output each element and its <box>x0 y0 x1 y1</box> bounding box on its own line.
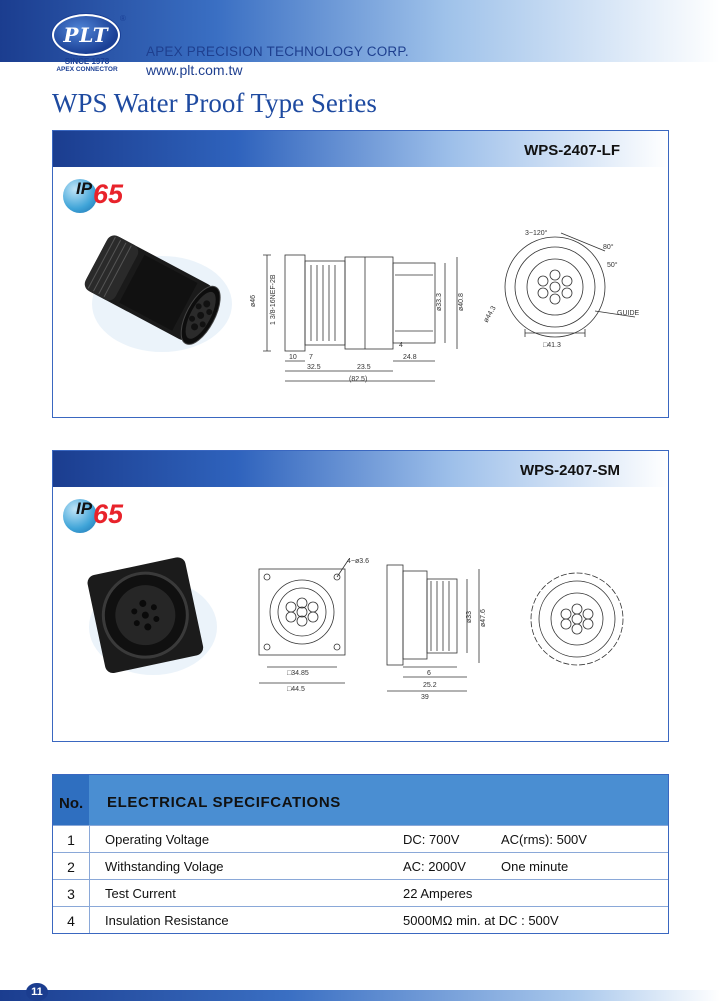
dim-7: 7 <box>309 354 313 361</box>
dim-32-5: 32.5 <box>307 364 321 371</box>
panel-header <box>53 451 668 487</box>
dim-10: 10 <box>289 354 297 361</box>
dim-angle-80: 80° <box>603 244 614 251</box>
company-logo <box>50 14 128 78</box>
spec-title: ELECTRICAL SPECIFCATIONS <box>107 794 341 811</box>
front-view-drawing-lf <box>482 223 663 353</box>
dim-24-8: 24.8 <box>403 354 417 361</box>
panel-header <box>53 131 668 167</box>
ip65-badge <box>63 175 143 219</box>
row-item: Withstanding Volage <box>105 859 224 874</box>
dim-23-5: 23.5 <box>357 364 371 371</box>
row-item: Operating Voltage <box>105 832 210 847</box>
dim-82-5: (82.5) <box>349 376 368 383</box>
no-header-label: No. <box>59 795 84 812</box>
row-item: Test Current <box>105 886 176 901</box>
logo-oval <box>52 14 120 56</box>
dim-thread: 1 3/8-16NEF-2B <box>270 274 277 325</box>
no-column-header <box>53 775 89 825</box>
ip-number: 65 <box>93 179 124 209</box>
logo-text: PLT <box>63 23 109 47</box>
registered-mark: ® <box>120 14 126 23</box>
dim-6: 6 <box>427 670 431 677</box>
dim-holes: 4−ø3.6 <box>347 558 369 565</box>
row-number: 4 <box>67 913 75 929</box>
dim-4: 4 <box>399 342 403 349</box>
dim-39: 39 <box>421 694 429 701</box>
row-value2: One minute <box>501 859 569 874</box>
model-name: WPS-2407-SM <box>519 462 620 479</box>
row-number: 1 <box>67 832 75 848</box>
table-row <box>53 879 668 906</box>
ip-number: 65 <box>93 499 124 529</box>
company-name: APEX PRECISION TECHNOLOGY CORP. <box>146 44 409 59</box>
dim-dia33: ø33 <box>466 610 473 623</box>
logo-tagline: APEX CONNECTOR <box>56 66 118 73</box>
dim-dia443: ø44.3 <box>482 304 498 324</box>
dim-dia333: ø33.3 <box>436 293 443 311</box>
footer-band <box>0 990 720 1001</box>
ip-prefix: IP <box>76 499 93 518</box>
dim-dia46: ø46 <box>250 294 257 307</box>
logo-since: SINCE 1978 <box>64 57 110 66</box>
side-view-drawing-sm <box>381 559 513 699</box>
row-value1: 22 Amperes <box>403 886 473 901</box>
row-value1: 5000MΩ min. at DC : 500V <box>403 913 559 928</box>
row-value1: AC: 2000V <box>403 859 466 874</box>
page-number: 11 <box>26 983 48 1001</box>
electrical-spec-table <box>52 774 669 934</box>
ip-prefix: IP <box>76 179 93 198</box>
dim-angle-120: 3−120° <box>525 230 548 237</box>
label-guide: GUIDE <box>617 310 640 317</box>
website-link[interactable]: www.plt.com.tw <box>146 62 243 78</box>
spec-table-header <box>53 775 668 825</box>
flange-view-drawing-sm <box>249 555 381 693</box>
dim-25-2: 25.2 <box>423 682 437 689</box>
row-item: Insulation Resistance <box>105 913 229 928</box>
dim-square-413: □41.3 <box>543 342 561 349</box>
side-view-drawing-lf <box>245 235 475 385</box>
dim-sq-3485: □34.85 <box>287 670 309 677</box>
connector-photo-lf <box>67 219 237 369</box>
connector-photo-sm <box>67 543 227 703</box>
ip65-badge <box>63 495 143 539</box>
row-number: 2 <box>67 859 75 875</box>
dim-dia476: ø47.6 <box>480 609 487 627</box>
row-number: 3 <box>67 886 75 902</box>
page-title: WPS Water Proof Type Series <box>52 88 377 118</box>
product-panel-sm <box>52 450 669 742</box>
rear-view-drawing-sm <box>519 563 639 679</box>
table-row <box>53 825 668 852</box>
dim-angle-50: 50° <box>607 262 618 269</box>
table-row <box>53 906 668 933</box>
dim-sq-445: □44.5 <box>287 686 305 693</box>
model-name: WPS-2407-LF <box>524 142 620 159</box>
product-panel-lf <box>52 130 669 418</box>
dim-dia408: ø40.8 <box>458 293 465 311</box>
row-value2: AC(rms): 500V <box>501 832 587 847</box>
table-row <box>53 852 668 879</box>
row-value1: DC: 700V <box>403 832 460 847</box>
